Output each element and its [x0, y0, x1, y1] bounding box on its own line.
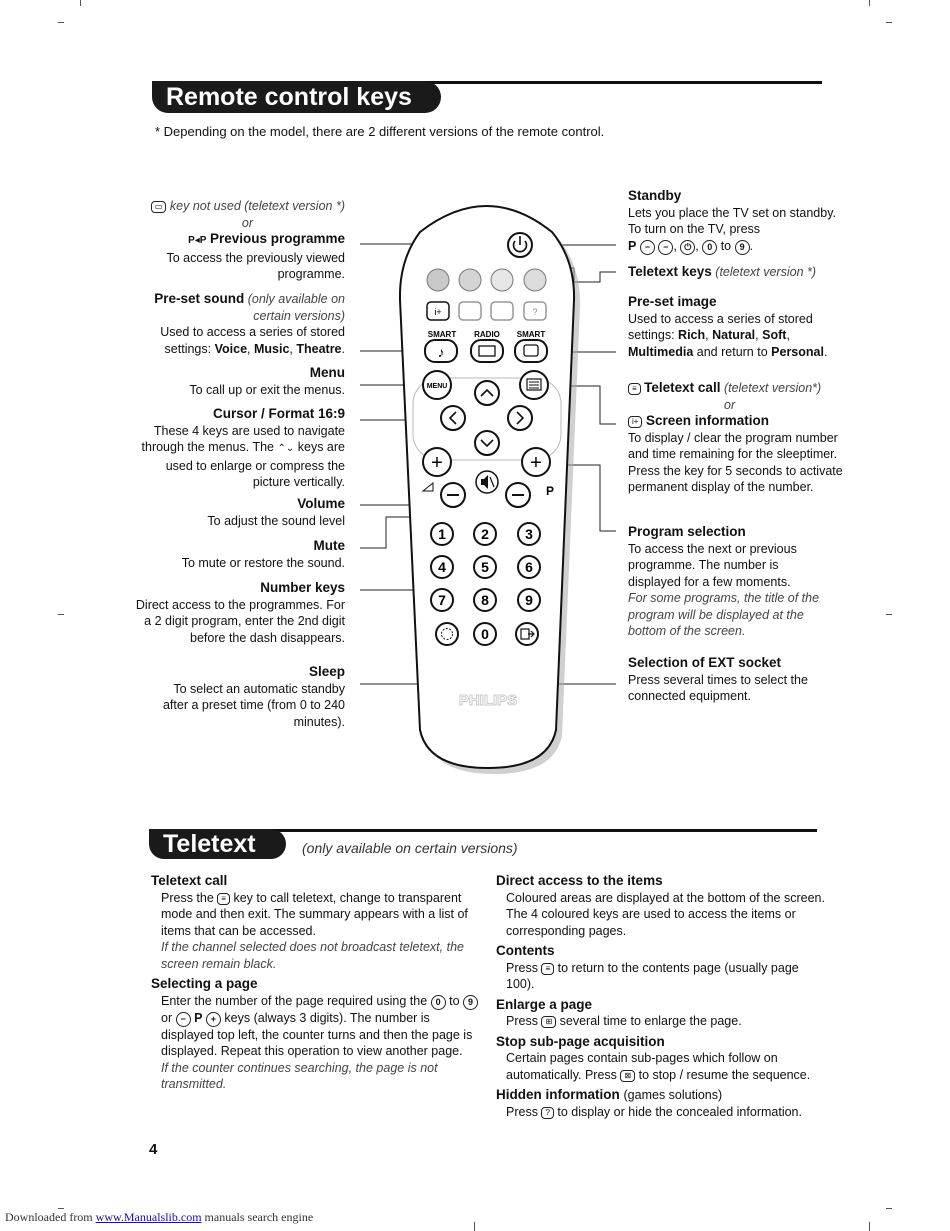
hold-icon: ⊠ [620, 1070, 635, 1082]
digit-0-icon: 0 [702, 240, 717, 255]
digit-9-icon: 9 [735, 240, 750, 255]
digit-label: 7 [438, 592, 446, 608]
section-title-remote: Remote control keys [152, 81, 441, 113]
radio-button[interactable] [471, 340, 503, 362]
teletext-subtitle: (only available on certain versions) [302, 840, 518, 856]
hidden-info-heading: Hidden information (games solutions) [496, 1087, 723, 1102]
teletext-call-heading: Teletext call [151, 873, 228, 888]
digit-0-icon: 0 [431, 995, 446, 1010]
selecting-page-body: Enter the number of the page required using the 0 to 9 or − P + keys (always 3 digits). The number is displayed top left, the counter turns and then the page is displayed. Repeat this operation to view another page. If the counter continues searching, the page is not transmitted. [151, 993, 481, 1093]
digit-3-button[interactable] [518, 523, 540, 545]
cursor-right-button[interactable] [508, 406, 532, 430]
label-ext-socket: Selection of EXT socket Press several times to select the connected equipment. [628, 655, 808, 703]
reveal-key-glyph: ? [532, 307, 538, 317]
label-teletext-call: ≡ Teletext call (teletext version*) or i+ Screen information To display / clear the program number and time remaining for the sleeptimer. Press the key for 5 seconds to activate permanent display of the number. [628, 380, 843, 494]
digit-7-button[interactable] [431, 589, 453, 611]
screen-info-icon: i+ [628, 416, 642, 428]
digit-8-button[interactable] [474, 589, 496, 611]
green-key[interactable] [459, 269, 481, 291]
stop-subpage-heading: Stop sub-page acquisition [496, 1033, 665, 1049]
label-number-keys: Number keys Direct access to the programmes. For a 2 digit program, enter the 2nd digit before the dash disappears. [135, 580, 345, 645]
label-preset-sound: Pre-set sound (only available on certain versions) Used to access a series of stored settings: Voice, Music, Theatre. [154, 291, 345, 356]
teletext-left-column [151, 869, 481, 1093]
red-key[interactable] [427, 269, 449, 291]
ext-button[interactable] [516, 623, 538, 645]
teletext-icon: ≡ [217, 893, 230, 905]
volume-up-button[interactable] [423, 448, 451, 476]
cursor-up-button[interactable] [475, 381, 499, 405]
digit-label: 8 [481, 592, 489, 608]
music-note-icon: ♪ [437, 344, 445, 360]
digit-label: 9 [525, 592, 533, 608]
minus-icon: − [658, 240, 673, 255]
digit-label: 4 [438, 559, 446, 575]
menu-label: MENU [426, 383, 448, 390]
digit-label: 3 [525, 526, 533, 542]
enlarge-icon: ⊞ [541, 1016, 556, 1028]
plus-icon: + [530, 452, 542, 474]
cursor-left-button[interactable] [441, 406, 465, 430]
contents-key[interactable] [459, 302, 481, 320]
label-menu: Menu To call up or exit the menus. [189, 365, 345, 397]
smart-right-label: SMART [516, 330, 546, 339]
digit-label: 5 [481, 559, 489, 575]
info-key-glyph: i+ [434, 307, 442, 317]
digit-9-icon: 9 [463, 995, 478, 1010]
crop-mark [869, 1222, 870, 1231]
digit-2-button[interactable] [474, 523, 496, 545]
smart-image-button[interactable] [515, 340, 547, 362]
menu-button[interactable] [423, 371, 451, 399]
minus-icon: − [176, 1012, 191, 1027]
cursor-down-button[interactable] [475, 431, 499, 455]
blue-key[interactable] [524, 269, 546, 291]
label-teletext-keys: Teletext keys (teletext version *) [628, 264, 817, 279]
minus-icon: − [640, 240, 655, 255]
teletext-icon: ≡ [628, 383, 641, 395]
volume-down-button[interactable] [441, 483, 465, 507]
digit-5-button[interactable] [474, 556, 496, 578]
digit-4-button[interactable] [431, 556, 453, 578]
label-program-selection: Program selection To access the next or previous programme. The number is displayed for a few moments. For some programs, the title of the program will be displayed at the bottom of the screen. [628, 524, 820, 638]
label-mute: Mute To mute or restore the sound. [181, 538, 345, 570]
label-cursor: Cursor / Format 16:9 These 4 keys are used to navigate through the menus. The ⌃⌄ keys are used to enlarge or compress the picture vertically. [141, 406, 345, 489]
reveal-icon: ? [541, 1107, 553, 1119]
program-down-button[interactable] [506, 483, 530, 507]
label-teletext-unused: ▭ key not used (teletext version *) or [115, 198, 345, 231]
label-sleep: Sleep To select an automatic standby after a preset time (from 0 to 240 minutes). [162, 664, 345, 729]
section-title-teletext: Teletext [149, 829, 286, 859]
digit-label: 0 [481, 626, 489, 642]
crop-mark [58, 1208, 64, 1209]
up-down-keys-icon: ⌃⌄ [277, 443, 295, 454]
digit-1-button[interactable] [431, 523, 453, 545]
enlarge-key[interactable] [491, 302, 513, 320]
mute-button[interactable] [476, 471, 498, 493]
program-label: P [546, 484, 555, 498]
radio-label: RADIO [474, 330, 500, 339]
smart-sound-button[interactable] [425, 340, 457, 362]
smart-left-label: SMART [427, 330, 457, 339]
footer: Downloaded from www.Manualslib.com manuals search engine [5, 1210, 314, 1224]
teletext-right-column [496, 869, 826, 1120]
label-standby: Standby Lets you place the TV set on standby. To turn on the TV, press P − − , ⏻ , 0 to 9 . [628, 188, 837, 253]
power-icon: ⏻ [680, 240, 695, 255]
crop-mark [886, 1208, 892, 1209]
contents-body: Press ≡ to return to the contents page (usually page 100). [506, 960, 799, 991]
brand-logo: PHILIPS [458, 692, 518, 709]
enlarge-body: Press ⊞ several time to enlarge the page. [506, 1014, 742, 1028]
yellow-key[interactable] [491, 269, 513, 291]
plus-icon: + [431, 452, 443, 474]
digit-6-button[interactable] [518, 556, 540, 578]
label-volume: Volume To adjust the sound level [207, 496, 345, 528]
digit-9-button[interactable] [518, 589, 540, 611]
crop-mark [474, 1222, 475, 1231]
label-preset-image: Pre-set image Used to access a series of stored settings: Rich, Natural, Soft, Multimedia and return to Personal. [628, 294, 828, 359]
stop-subpage-body: Certain pages contain sub-pages which follow on automatically. Press ⊠ to stop / resume the sequence. [506, 1051, 811, 1082]
selecting-page-heading: Selecting a page [151, 976, 258, 991]
direct-access-body: Coloured areas are displayed at the bottom of the screen. The 4 coloured keys are used to access the items or corresponding pages. [506, 890, 825, 938]
enlarge-heading: Enlarge a page [496, 996, 593, 1012]
plus-icon: + [206, 1012, 221, 1027]
teletext-call-body: Press the ≡ key to call teletext, change to transparent mode and then exit. The summary appears with a list of items that can be accessed. If the channel selected does not broadcast teletext, the screen remain black. [161, 890, 468, 971]
program-up-button[interactable] [522, 448, 550, 476]
label-previous-programme: P◂P Previous programme To access the previously viewed programme. [166, 231, 345, 281]
manualslib-link[interactable]: www.Manualslib.com [95, 1210, 202, 1224]
direct-access-heading: Direct access to the items [496, 873, 663, 888]
digit-label: 6 [525, 559, 533, 575]
digit-label: 2 [481, 526, 489, 542]
digit-label: 1 [438, 526, 446, 542]
power-button[interactable] [508, 233, 532, 257]
digit-0-button[interactable] [474, 623, 496, 645]
page-number: 4 [149, 1141, 158, 1158]
teletext-button[interactable] [520, 371, 548, 399]
contents-icon: ≡ [541, 963, 554, 975]
hidden-info-body: Press ? to display or hide the concealed information. [506, 1104, 802, 1119]
contents-heading: Contents [496, 943, 555, 958]
tv-key-icon: ▭ [151, 201, 167, 213]
remote-versions-note: * Depending on the model, there are 2 different versions of the remote control. [155, 124, 605, 139]
sleep-button[interactable] [436, 623, 458, 645]
